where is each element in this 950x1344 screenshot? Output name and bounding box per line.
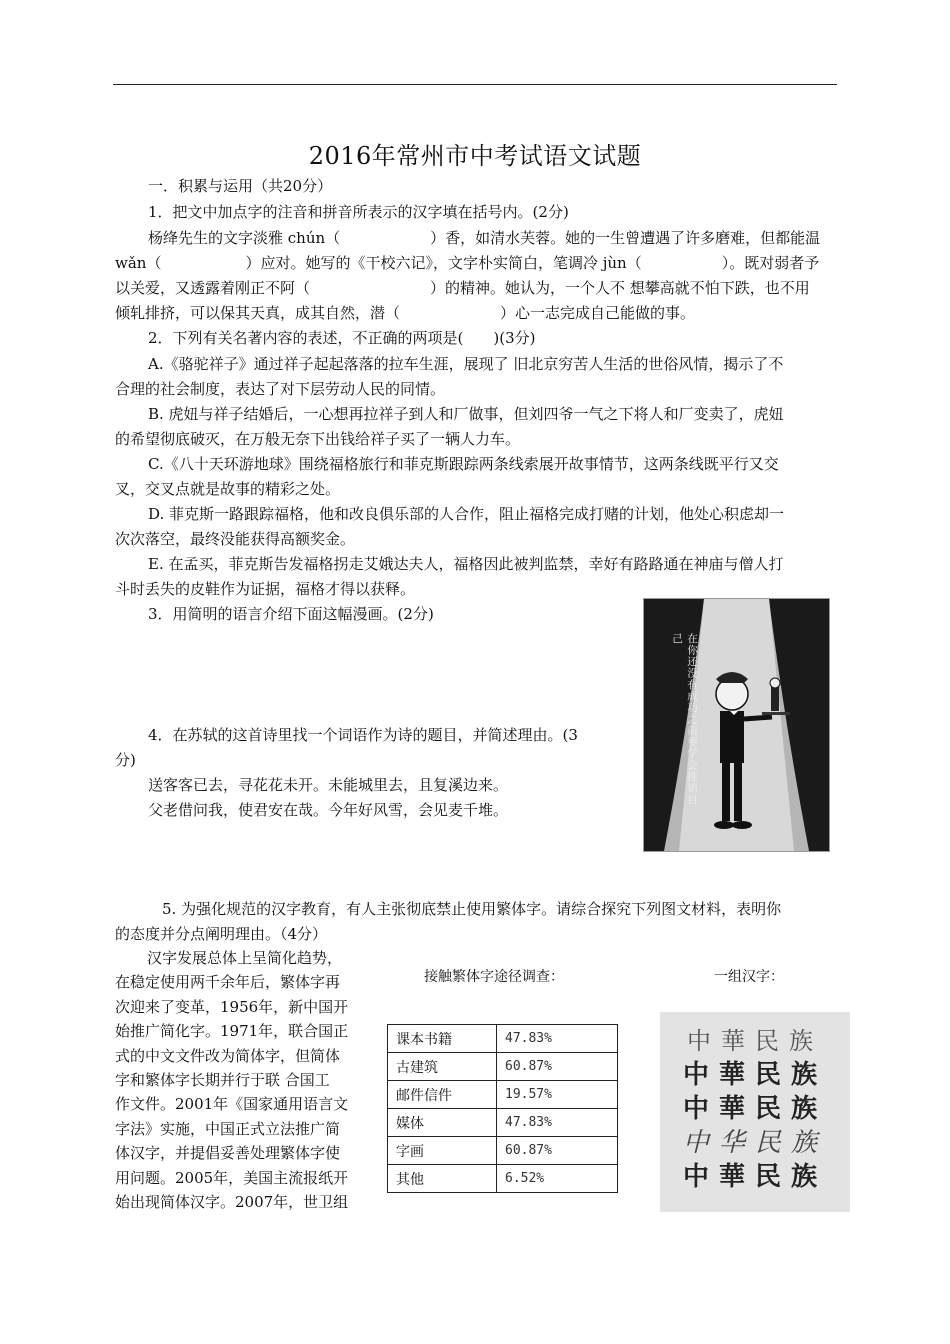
survey-label: 媒体	[388, 1109, 497, 1137]
survey-label: 课本书籍	[388, 1025, 497, 1053]
survey-value: 47.83%	[497, 1109, 618, 1137]
table-row	[388, 1025, 618, 1053]
page-title: 2016年常州市中考试语文试题	[308, 142, 642, 170]
survey-value: 60.87%	[497, 1137, 618, 1165]
q2-option-b-cont: 的希望彻底破灭，在万般无奈下出钱给祥子买了一辆人力车。	[115, 430, 521, 448]
q2-option-c-cont: 叉，交叉点就是故事的精彩之处。	[115, 480, 341, 498]
q2-option-c: C.《八十天环游地球》围绕福格旅行和菲克斯跟踪两条线索展开故事情节，这两条线既平行又交	[148, 455, 779, 473]
q3-stem: 3．用简明的语言介绍下面这幅漫画。(2分)	[148, 605, 434, 623]
q1-line1: 杨绛先生的文字淡雅 chún（ ）香，如清水芙蓉。她的一生曾遭遇了许多磨难，但都能温	[148, 229, 821, 247]
q2-option-d-cont: 次次落空，最终没能获得高额奖金。	[115, 530, 356, 548]
passage-line: 始出现简体汉字。2007年，世卫组	[115, 1193, 349, 1212]
q2-option-e: E. 在孟买，菲克斯告发福格拐走艾娥达夫人，福格因此被判监禁，幸好有路路通在神庙与僧人打	[148, 555, 784, 573]
passage-line: 用问题。2005年，美国主流报纸开	[115, 1168, 349, 1187]
chars-seal-script: 中華民族	[687, 1027, 823, 1055]
q2-option-d: D. 菲克斯一路跟踪福格，他和改良俱乐部的人合作，阻止福格完成打赌的计划，他处心积虑却一	[148, 505, 785, 523]
q5-passage	[115, 946, 348, 1214]
table-row	[388, 1081, 618, 1109]
passage-line: 次迎来了变革，1956年，新中国开	[115, 997, 349, 1016]
survey-value: 19.57%	[497, 1081, 618, 1109]
section-heading: 一．积累与运用（共20分）	[148, 177, 333, 195]
passage-line: 式的中文文件改为简体字，但简体	[115, 1046, 341, 1065]
survey-value: 6.52%	[497, 1165, 618, 1193]
survey-label: 邮件信件	[388, 1081, 497, 1109]
table-row	[388, 1053, 618, 1081]
q5-stem-cont: 的态度并分点阐明理由。（4分）	[115, 925, 328, 943]
survey-title: 接触繁体字途径调查：	[424, 969, 564, 985]
q1-line4: 倾轧排挤，可以保其天真，成其自然，潜（ ）心一志完成自己能做的事。	[115, 304, 696, 322]
survey-table-wrap	[387, 1024, 618, 1193]
survey-value: 47.83%	[497, 1025, 618, 1053]
survey-table	[387, 1024, 618, 1193]
chars-clerical-script: 中華民族	[682, 1060, 827, 1090]
q2-option-b: B. 虎妞与祥子结婚后，一心想再拉祥子到人和厂做事，但刘四爷一气之下将人和厂变卖了，虎妞	[148, 405, 784, 423]
cartoon-caption: 在你还没有成功之前要学会推销自己	[671, 633, 698, 806]
q2-option-a-cont: 合理的社会制度，表达了对下层劳动人民的同情。	[115, 380, 446, 398]
table-row	[388, 1109, 618, 1137]
survey-value: 60.87%	[497, 1053, 618, 1081]
q1-line2: wǎn（ ）应对。她写的《干校六记》，文字朴实简白，笔调冷 jùn（ ）。既对弱者予	[115, 254, 820, 272]
chars-title: 一组汉字：	[714, 969, 784, 985]
chars-regular-script: 中華民族	[682, 1094, 827, 1124]
q2-option-e-cont: 斗时丢失的皮鞋作为证据，福格才得以获释。	[115, 580, 416, 598]
q2-option-a: A.《骆驼祥子》通过祥子起起落落的拉车生涯，展现了 旧北京穷苦人生活的世俗风情，揭示了不	[148, 355, 784, 373]
table-row	[388, 1165, 618, 1193]
q4-stem: 4．在苏轼的这首诗里找一个词语作为诗的题目，并简述理由。(3	[148, 726, 578, 744]
passage-line: 字法》实施，中国正式立法推广简	[115, 1119, 341, 1138]
passage-line: 在稳定使用两千余年后，繁体字再	[115, 973, 341, 992]
passage-line: 始推广简化字。1971年，联合国正	[115, 1022, 349, 1041]
q2-stem: 2．下列有关名著内容的表述，不正确的两项是( )(3分)	[148, 329, 536, 347]
q5-stem: 5. 为强化规范的汉字教育，有人主张彻底禁止使用繁体字。请综合探究下列图文材料，表明你	[162, 900, 782, 918]
passage-line: 作文件。2001年《国家通用语言文	[115, 1095, 349, 1114]
q4-poem-line2: 父老借问我，使君安在哉。今年好风雪，会见麦千堆。	[148, 801, 509, 819]
q4-stem-cont: 分)	[115, 751, 136, 769]
survey-label: 其他	[388, 1165, 497, 1193]
cartoon-image	[643, 598, 830, 852]
q4-poem-line1: 送客客已去，寻花花未开。未能城里去，且复溪边来。	[148, 776, 509, 794]
chinese-characters-image	[660, 1012, 850, 1212]
passage-line: 字和繁体字长期并行于联 合国工	[115, 1071, 330, 1090]
passage-line: 体汉字，并提倡妥善处理繁体字使	[115, 1144, 341, 1163]
passage-line: 汉字发展总体上呈简化趋势，	[147, 949, 343, 967]
top-rule	[113, 84, 837, 85]
table-row	[388, 1137, 618, 1165]
survey-label: 字画	[388, 1137, 497, 1165]
chars-cursive-script: 中华民族	[682, 1128, 827, 1158]
q1-stem: 1．把文中加点字的注音和拼音所表示的汉字填在括号内。(2分)	[148, 203, 569, 221]
q1-line3: 以关爱，又透露着刚正不阿（ ）的精神。她认为，一个人不 想攀高就不怕下跌，也不用	[115, 279, 810, 297]
survey-label: 古建筑	[388, 1053, 497, 1081]
chars-print-script: 中華民族	[682, 1162, 827, 1192]
